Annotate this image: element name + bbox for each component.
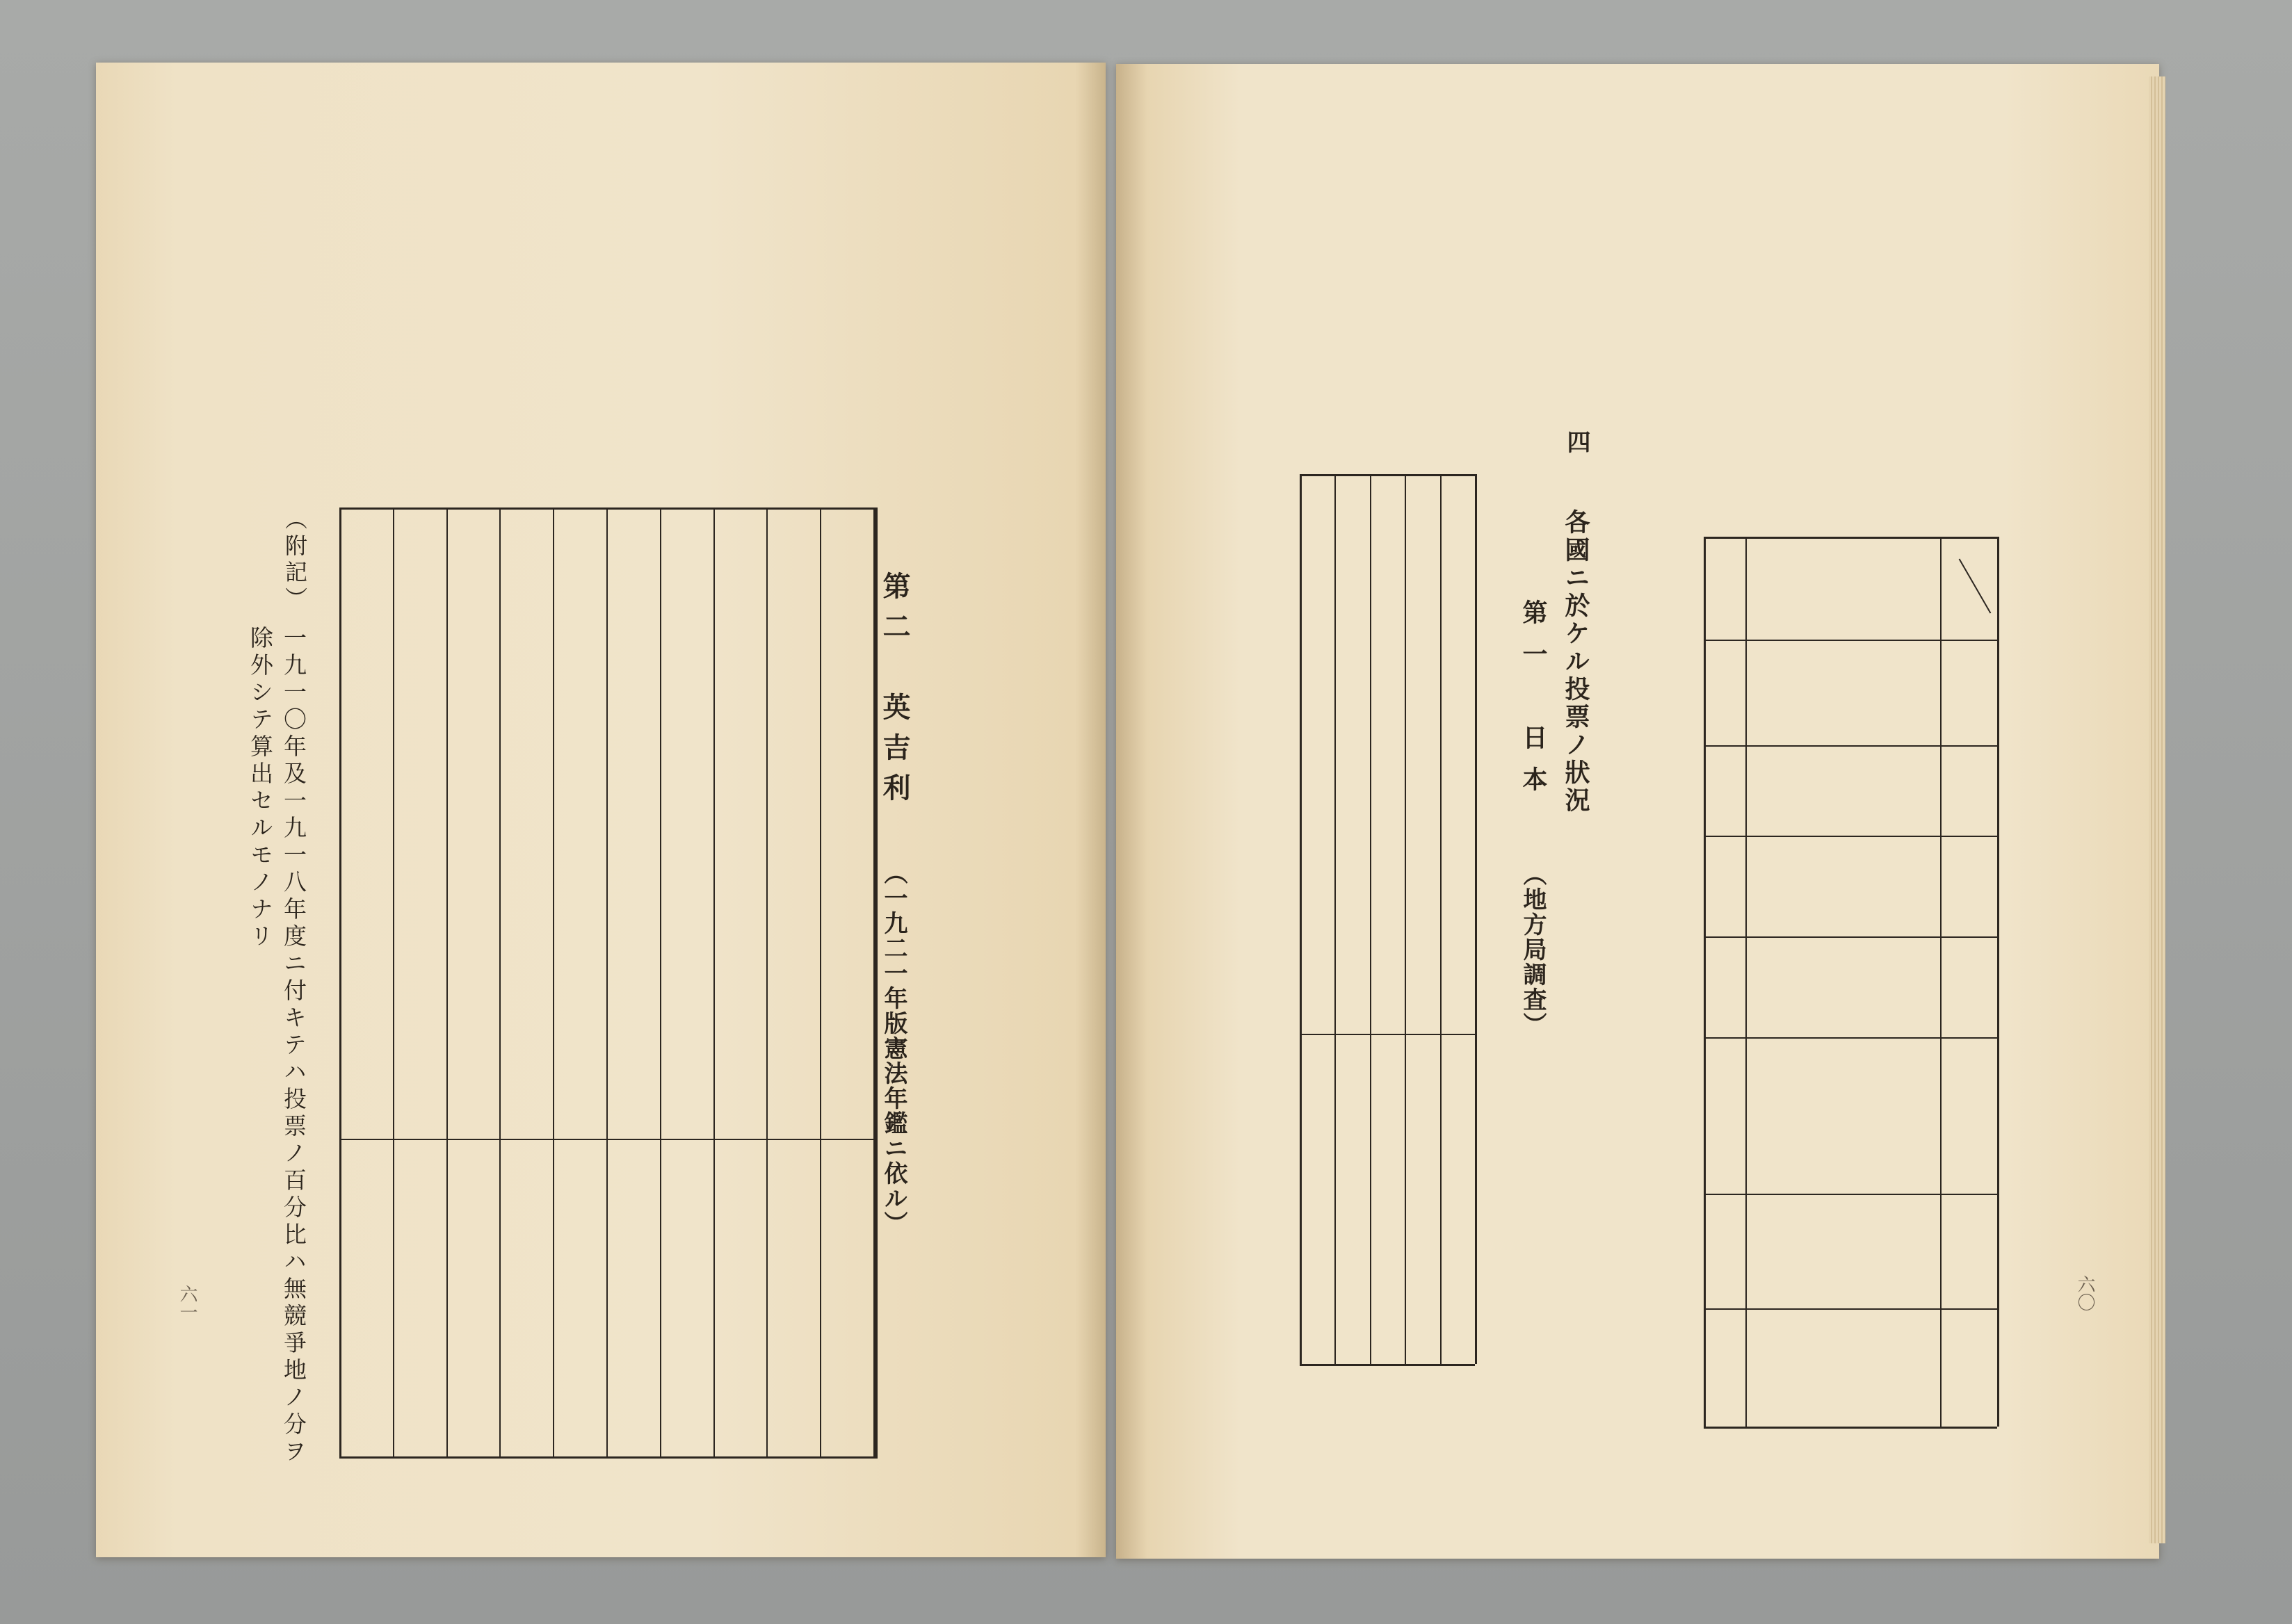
sys-table-header-rule [1704,640,1997,641]
left-page [96,63,1106,1557]
page-number-left: 六一 [177,1285,197,1321]
sys-table-row-rule [1704,1308,1997,1310]
footnote-line2: 除外シテ算出セルモノナリ [247,626,274,951]
table-col-rule [660,508,661,1456]
table-col-rule [499,508,501,1456]
table-col-rule [553,508,554,1456]
page-edge-stack [2149,76,2165,1543]
sys-table-row-rule [1704,1194,1997,1195]
table-col-rule [339,508,341,1456]
footnote-label: （附記） [282,508,308,613]
sys-table-corner-diagonal [1959,559,1992,614]
japan-source: （地方局調査） [1519,862,1547,1037]
section-title: 各國ニ於ケル投票ノ狀況 [1561,509,1590,815]
table-col-rule [446,508,448,1456]
section-number: 四 [1563,430,1590,453]
page-number-right: 六〇 [2074,1275,2095,1311]
table-col-rule [766,508,768,1456]
electoral-system-table [1116,64,2159,1559]
table-col-rule [873,508,875,1456]
sys-table-bottom-rule [1704,1427,1997,1429]
table-title: 第二 英吉利 [878,571,911,813]
table-col-rule [606,508,608,1456]
table-source: （一九二一年版憲法年鑑ニ依ル） [880,861,907,1236]
sys-table-row-rule [1704,936,1997,938]
sys-table-row-rule [1704,1037,1997,1039]
sys-table-row-rule [1704,836,1997,837]
table-note-rule [339,1139,873,1140]
table-col-rule [393,508,394,1456]
footnote-line1: 一九一〇年及一九一八年度ニ付キテハ投票ノ百分比ハ無競爭地ノ分ヲ [280,626,307,1466]
sys-table-left-rule [1704,537,1706,1427]
table-col-rule [820,508,821,1456]
japan-title: 第一 日本 [1519,599,1548,808]
table-bottom-rule [339,1456,873,1459]
sys-table-right-rule [1997,537,1999,1427]
sys-table-top-rule [1704,537,1997,539]
table-col-rule [713,508,715,1456]
sys-table-row-rule [1704,745,1997,747]
sys-table-pr-col-rule [1745,537,1747,1427]
right-page [1116,64,2159,1559]
sys-table-year-col-rule [1940,537,1942,1427]
